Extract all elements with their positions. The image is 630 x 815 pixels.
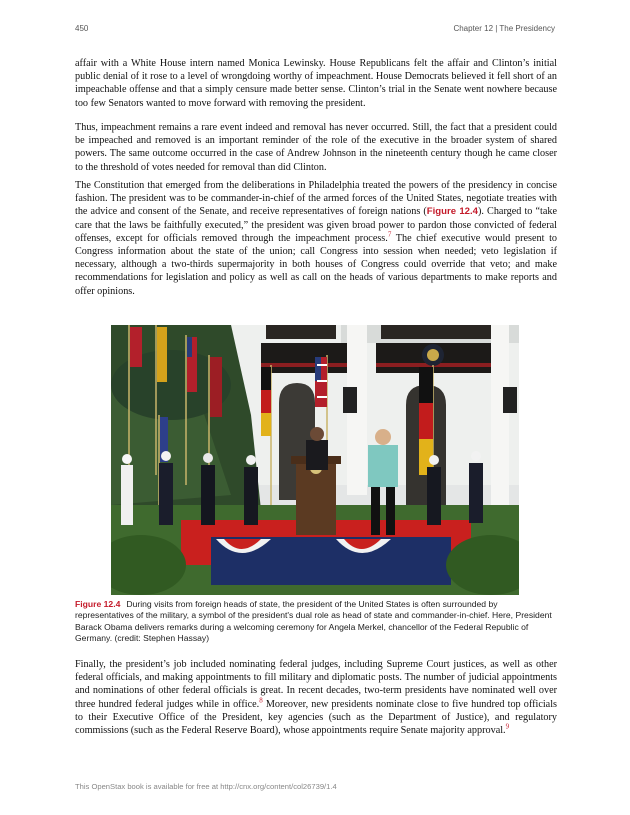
page-footer: This OpenStax book is available for free at http://cnx.org/content/col26739/1.4 <box>75 782 337 791</box>
paragraph-appointments-text-b: Moreover, new presidents nominate close to five hundred top officials to their Executive Office of the President, key agencies (such as the Department of Justice), and regulatory commissions (such as the Federal Reserve Board), whose appointments require Senate majority approval. <box>75 698 557 737</box>
footnote-ref-9[interactable]: 9 <box>505 722 510 731</box>
figure-reference-link[interactable]: Figure 12.4 <box>426 206 478 218</box>
footnote-ref-8[interactable]: 8 <box>259 696 263 705</box>
paragraph-appointments-text-a: Finally, the president’s job included nominating federal judges, including Supreme Court justices, as well as other federal officials, and making appointments to fill military and diplomatic posts. The number of judicial appointments and nominations of other federal officials is great. In recent decades, two-term presidents have nominated well over three hundred federal judges while in office. <box>75 659 557 710</box>
page-header <box>75 24 555 36</box>
page-number: 450 <box>75 24 89 33</box>
figure-photo <box>111 325 519 595</box>
paragraph-constitution-text-c: The chief executive would present to Congress information about the state of the union; call Congress into session when needed; veto legislation if necessary, although a two-thirds supermajority in both houses of Congress could override that veto; and make recommendations for legislation and policy as well as call on the heads of various departments to make reports and offer opinions. <box>75 232 558 297</box>
figure-caption-text: During visits from foreign heads of state, the president of the United States is often surrounded by representatives of the military, a symbol of the president's dual role as head of state and commander-in-chief. Here, President Barack Obama delivers remarks during a welcoming ceremony for Angela Merkel, chancellor of the Federal Republic of Germany. (credit: Stephen Hassay) <box>75 599 552 644</box>
paragraph-appointments <box>75 658 557 737</box>
paragraph-impeachment: Thus, impeachment remains a rare event indeed and removal has never occurred. Still, the fact that a president could be impeached and removed is an important reminder of the role of the executive in the broader system of shared powers. The same outcome occurred in the case of Andrew Johnson in the nineteenth century though he came closer to the threshold of votes needed for removal than did Clinton. <box>75 122 557 173</box>
paragraph-constitution-text-b: ). Charged to “take care that the laws be faithfully executed,” the president was given broad power to pardon those convicted of federal offenses, except for officials removed through the impeachment process. <box>75 206 557 244</box>
chapter-title: Chapter 12 | The Presidency <box>453 24 555 33</box>
footnote-ref-7[interactable]: 7 <box>387 230 392 239</box>
figure-label: Figure 12.4 <box>75 599 121 609</box>
figure-caption <box>75 599 557 645</box>
paragraph-constitution <box>75 179 557 298</box>
paragraph-constitution-text-a: The Constitution that emerged from the deliberations in Philadelphia treated the powers of the presidency in concise fashion. The president was to be commander-in-chief of the armed forces of the United States, negotiate treaties with the advice and consent of the Senate, and receive representatives of foreign nations ( <box>75 180 557 218</box>
paragraph-lewinsky: affair with a White House intern named Monica Lewinsky. House Republicans felt the affair and Clinton’s initial public denial of it rose to a level of wrongdoing worthy of impeachment. House Democrats believed it fell short of an impeachable offense and that a simply censure made better sense. Clinton’s trial in the Senate went nowhere because too few Senators wanted to move forward with removing the president. <box>75 58 557 109</box>
